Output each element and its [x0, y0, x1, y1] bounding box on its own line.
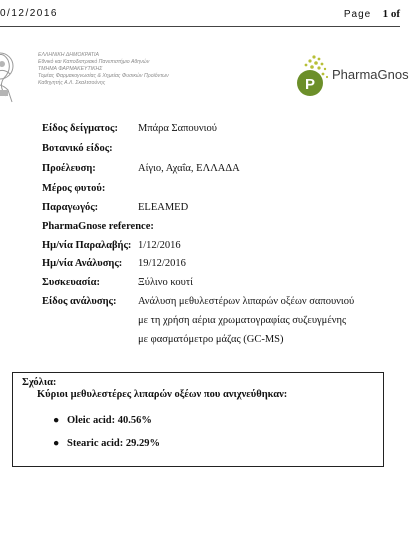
field-row: [42, 143, 392, 159]
field-row: [42, 123, 392, 139]
acid-label: Oleic acid: 40.56%: [67, 415, 152, 426]
field-value-line: Ανάλυση μεθυλεστέρων λιπαρών οξέων σαπουνιού: [138, 296, 355, 307]
field-value: [138, 163, 240, 182]
field-label: Ημ/νία Παραλαβής:: [42, 240, 132, 251]
field-row: [42, 221, 392, 237]
field-value-line: με φασματόμετρο μάζας (GC-MS): [138, 334, 284, 345]
page-prefix: Page: [343, 9, 372, 20]
bullet-icon: ●: [53, 438, 60, 449]
field-value: [138, 123, 217, 142]
logo-name: PharmaGnos: [332, 67, 409, 82]
field-value-line: 19/12/2016: [138, 258, 186, 269]
field-value: [138, 258, 186, 277]
field-row: [42, 163, 392, 179]
institution-line: ΕΛΛΗΝΙΚΗ ΔΗΜΟΚΡΑΤΙΑ: [38, 52, 99, 58]
pharmagnose-logo-icon: [292, 53, 332, 101]
institution-block: [38, 52, 169, 87]
field-value-line: 1/12/2016: [138, 240, 181, 251]
comments-title: Σχόλια:: [22, 377, 57, 388]
bullet-icon: ●: [53, 415, 60, 426]
field-value: [138, 277, 193, 296]
field-value-line: ELEAMED: [138, 202, 189, 213]
field-row: [42, 296, 392, 345]
field-label: Ημ/νία Ανάλυσης:: [42, 258, 123, 269]
field-row: [42, 202, 392, 218]
field-label: Συσκευασία:: [42, 277, 100, 288]
field-value-line: Μπάρα Σαπουνιού: [138, 123, 217, 134]
field-row: [42, 183, 392, 199]
comments-box: [12, 372, 384, 467]
field-label: Είδος δείγματος:: [42, 123, 118, 134]
field-value-line: με τη χρήση αέρια χρωματογραφίας συζευγμένης: [138, 315, 347, 326]
report-date: 0/12/2016: [0, 8, 58, 19]
field-value-line: Ξύλινο κουτί: [138, 277, 193, 288]
pharmagnose-logo: [292, 45, 409, 105]
institution-line: Τομέας Φαρμακογνωσίας & Χημείας Φυσικών Προϊόντων: [38, 73, 169, 79]
page-header: [0, 8, 400, 22]
comments-subtitle: Κύριοι μεθυλεστέρες λιπαρών οξέων που ανιχνεύθηκαν:: [37, 389, 288, 400]
page-number: 1 of: [382, 8, 400, 20]
university-seal-icon: [0, 46, 24, 106]
field-label: Παραγωγός:: [42, 202, 99, 213]
institution-line: Εθνικό και Καποδιστριακό Πανεπιστήμιο Αθηνών: [38, 59, 150, 65]
svg-text:P: P: [304, 76, 316, 93]
field-value: [138, 240, 181, 259]
field-label: Μέρος φυτού:: [42, 183, 106, 194]
field-value-line: Αίγιο, Αχαΐα, ΕΛΛΑΔΑ: [138, 163, 240, 174]
field-value: [138, 296, 354, 353]
institution-line: ΤΜΗΜΑ ΦΑΡΜΑΚΕΥΤΙΚΗΣ: [38, 66, 103, 72]
page-indicator: [344, 8, 400, 20]
acid-item: [53, 415, 152, 426]
field-label: PharmaGnose reference:: [42, 221, 154, 232]
field-label: Προέλευση:: [42, 163, 96, 174]
acid-label: Stearic acid: 29.29%: [67, 438, 161, 449]
field-value: [138, 202, 188, 221]
field-row: [42, 258, 392, 274]
header-divider: [0, 26, 400, 27]
field-label: Είδος ανάλυσης:: [42, 296, 117, 307]
acid-item: [53, 438, 161, 449]
field-label: Βοτανικό είδος:: [42, 143, 113, 154]
field-row: [42, 240, 392, 256]
institution-line: Καθηγητής Α.Λ. Σκαλτσούνης: [38, 80, 106, 86]
field-row: [42, 277, 392, 293]
